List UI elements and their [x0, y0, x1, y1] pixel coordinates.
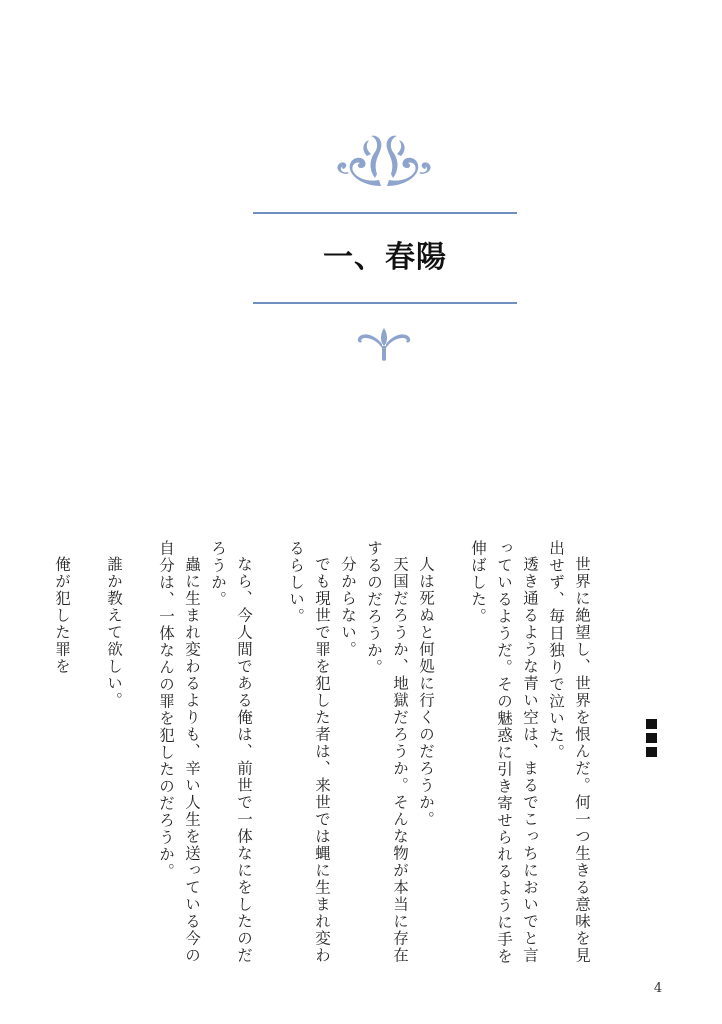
- paragraph: 透き通るような青い空は、まるでこっちにおいでと言っているようだ。その魅惑に引き寄せられるように手を伸ばした。: [469, 540, 539, 965]
- chapter-title: 一、春陽: [323, 240, 447, 275]
- paragraph: 天国だろうか、地獄だろうか。そんな物が本当に存在するのだろうか。: [365, 540, 409, 964]
- page-number: 4: [653, 981, 663, 996]
- paragraph: 人は死ぬと何処に行くのだろうか。: [417, 555, 435, 828]
- paragraph-gap: [127, 540, 153, 970]
- square-bullets-icon: [646, 719, 659, 757]
- paragraph-gap: [257, 540, 283, 970]
- square-bullet: [646, 733, 657, 743]
- title-rule-top: [253, 212, 517, 214]
- paragraph: 俺が犯した罪を: [53, 555, 71, 675]
- fleur-icon: [356, 324, 412, 362]
- paragraph: なら、今人間である俺は、前世で一体なにをしたのだろうか。: [209, 540, 253, 964]
- paragraph-gap: [439, 540, 465, 970]
- body-text: [53, 540, 595, 970]
- square-bullet: [646, 747, 657, 757]
- paragraph: でも現世で罪を犯した者は、来世では蝿に生まれ変わるらしい。: [287, 540, 331, 964]
- paragraph: 分からない。: [339, 555, 357, 658]
- paragraph-gap: [75, 540, 101, 970]
- title-rule-bottom: [253, 302, 517, 304]
- square-bullet: [646, 719, 657, 729]
- paragraph: 蟲に生まれ変わるよりも、辛い人生を送っている今の自分は、一体なんの罪を犯したのだろうか。: [157, 540, 201, 964]
- paragraph: 誰か教えて欲しい。: [105, 555, 123, 709]
- flourish-pair-icon: [331, 130, 437, 188]
- paragraph: 世界に絶望し、世界を恨んだ。何一つ生きる意味を見出せず、毎日独りで泣いた。: [547, 540, 591, 964]
